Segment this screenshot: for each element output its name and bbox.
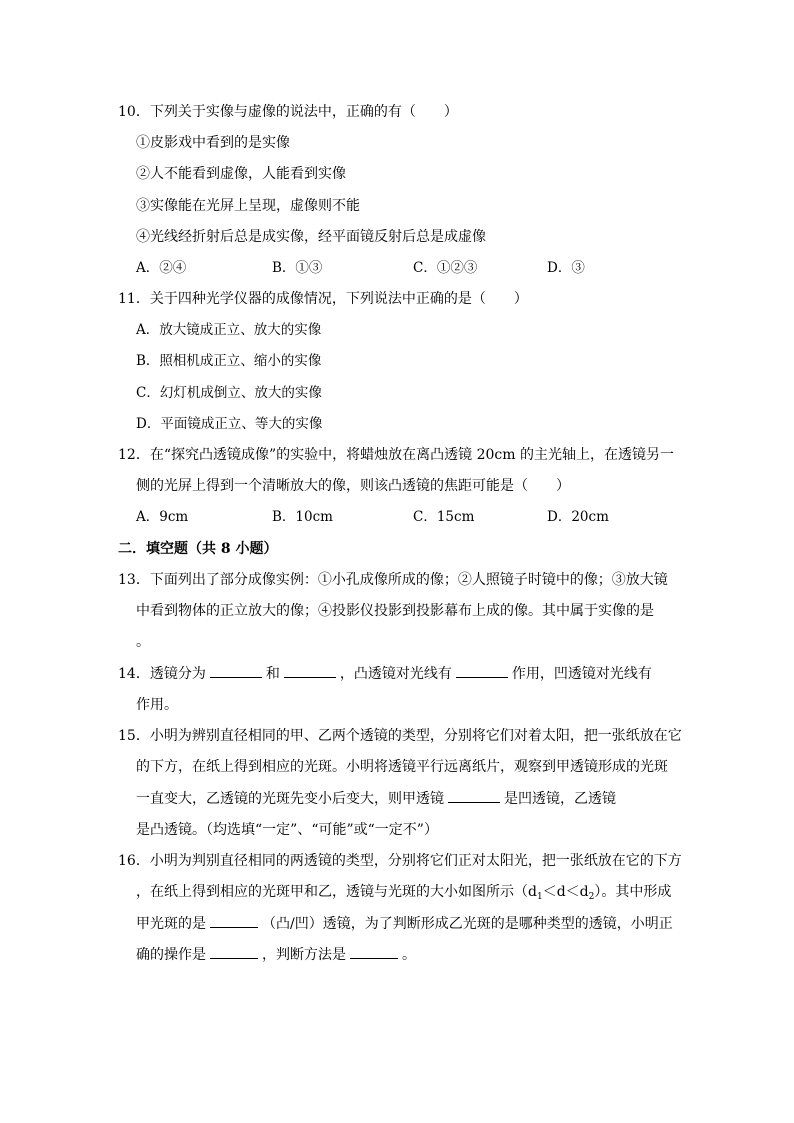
- q13-line-3: 。: [136, 634, 150, 650]
- q11-stem: 11．关于四种光学仪器的成像情况，下列说法中正确的是（ ）: [118, 291, 528, 307]
- q13-line-2: 中看到物体的正立放大的像；④投影仪投影到投影幕布上成的像。其中属于实像的是: [136, 603, 654, 619]
- q15-line-2: 的下方，在纸上得到相应的光斑。小明将透镜平行远离纸片，观察到甲透镜形成的光斑: [136, 759, 668, 775]
- q16-text-3a: 甲光斑的是: [136, 916, 206, 932]
- q10-item-4: ④光线经折射后总是成实像，经平面镜反射后总是成虚像: [136, 229, 486, 245]
- answer-blank[interactable]: [210, 663, 262, 678]
- answer-blank[interactable]: [456, 663, 508, 678]
- q12-option-a: A．9cm: [136, 509, 189, 525]
- q10-item-3: ③实像能在光屏上呈现，虚像则不能: [136, 198, 360, 214]
- q12-option-b: B．10cm: [272, 509, 333, 525]
- section-title-fill-in: 二．填空题（共 8 小题）: [118, 541, 278, 557]
- q14-text-3: ，凸透镜对光线有: [339, 666, 452, 682]
- q16-text-4a: 确的操作是: [136, 947, 206, 963]
- q11-option-a: A．放大镜成正立、放大的实像: [136, 322, 322, 338]
- answer-blank[interactable]: [284, 663, 336, 678]
- q12-line-2: 侧的光屏上得到一个清晰放大的像，则该凸透镜的焦距可能是（ ）: [136, 478, 570, 494]
- q10-option-d: D．③: [547, 260, 585, 276]
- q14-text-4: 作用，凹透镜对光线有: [511, 666, 652, 682]
- q16-text-2a: ，在纸上得到相应的光斑甲和乙，透镜与光斑的大小如图所示（d: [136, 884, 537, 900]
- q14-text-1: 14．透镜分为: [118, 666, 206, 682]
- answer-blank[interactable]: [210, 944, 258, 959]
- answer-blank[interactable]: [448, 788, 500, 803]
- q12-line-1: 12．在“探究凸透镜成像”的实验中，将蜡烛放在离凸透镜 20cm 的主光轴上，在透镜另一: [118, 447, 674, 463]
- q12-option-d: D．20cm: [547, 509, 609, 525]
- answer-blank[interactable]: [210, 913, 258, 928]
- q16-text-3b: （凸/凹）透镜，为了判断形成乙光斑的是哪种类型的透镜，小明正: [262, 916, 673, 932]
- q12-option-c: C．15cm: [413, 509, 475, 525]
- q14-line-2: 作用。: [136, 697, 178, 713]
- q16-text-2b: ＜d＜d: [542, 884, 589, 900]
- q10-option-a: A．②④: [136, 260, 187, 276]
- q15-line-4: 是凸透镜。（均选填“一定”、“可能”或“一定不”）: [136, 822, 438, 838]
- q16-line-1: 16．小明为判别直径相同的两透镜的类型，分别将它们正对太阳光，把一张纸放在它的下方: [118, 853, 682, 869]
- q16-subscript-2: 2: [588, 892, 595, 902]
- q15-text-3a: 一直变大，乙透镜的光斑先变小后变大，则甲透镜: [136, 791, 444, 807]
- q16-text-4b: ，判断方法是: [262, 947, 346, 963]
- q10-stem: 10．下列关于实像与虚像的说法中，正确的有（ ）: [118, 104, 458, 120]
- q16-line-3: [136, 913, 673, 934]
- q13-line-1: 13．下面列出了部分成像实例：①小孔成像所成的像；②人照镜子时镜中的像；③放大镜: [118, 572, 668, 588]
- q10-item-2: ②人不能看到虚像，人能看到实像: [136, 166, 346, 182]
- q11-option-b: B．照相机成正立、缩小的实像: [136, 353, 322, 369]
- q16-text-2c: ）。其中形成: [594, 884, 672, 900]
- q16-line-2: [136, 882, 671, 907]
- q15-line-3: [136, 788, 616, 809]
- q15-text-3b: 是凹透镜，乙透镜: [504, 791, 616, 807]
- q16-line-4: [136, 944, 416, 965]
- q16-text-4c: 。: [402, 947, 416, 963]
- q11-option-d: D．平面镜成正立、等大的实像: [136, 416, 323, 432]
- q11-option-c: C．幻灯机成倒立、放大的实像: [136, 385, 322, 401]
- q16-subscript-1: 1: [536, 892, 543, 902]
- q14-text-2: 和: [265, 666, 280, 682]
- answer-blank[interactable]: [350, 944, 398, 959]
- q10-option-b: B．①③: [272, 260, 323, 276]
- q10-option-c: C．①②③: [413, 260, 478, 276]
- q15-line-1: 15．小明为辨别直径相同的甲、乙两个透镜的类型，分别将它们对着太阳，把一张纸放在它: [118, 728, 682, 744]
- q14-line-1: [118, 663, 652, 684]
- q10-item-1: ①皮影戏中看到的是实像: [136, 135, 290, 151]
